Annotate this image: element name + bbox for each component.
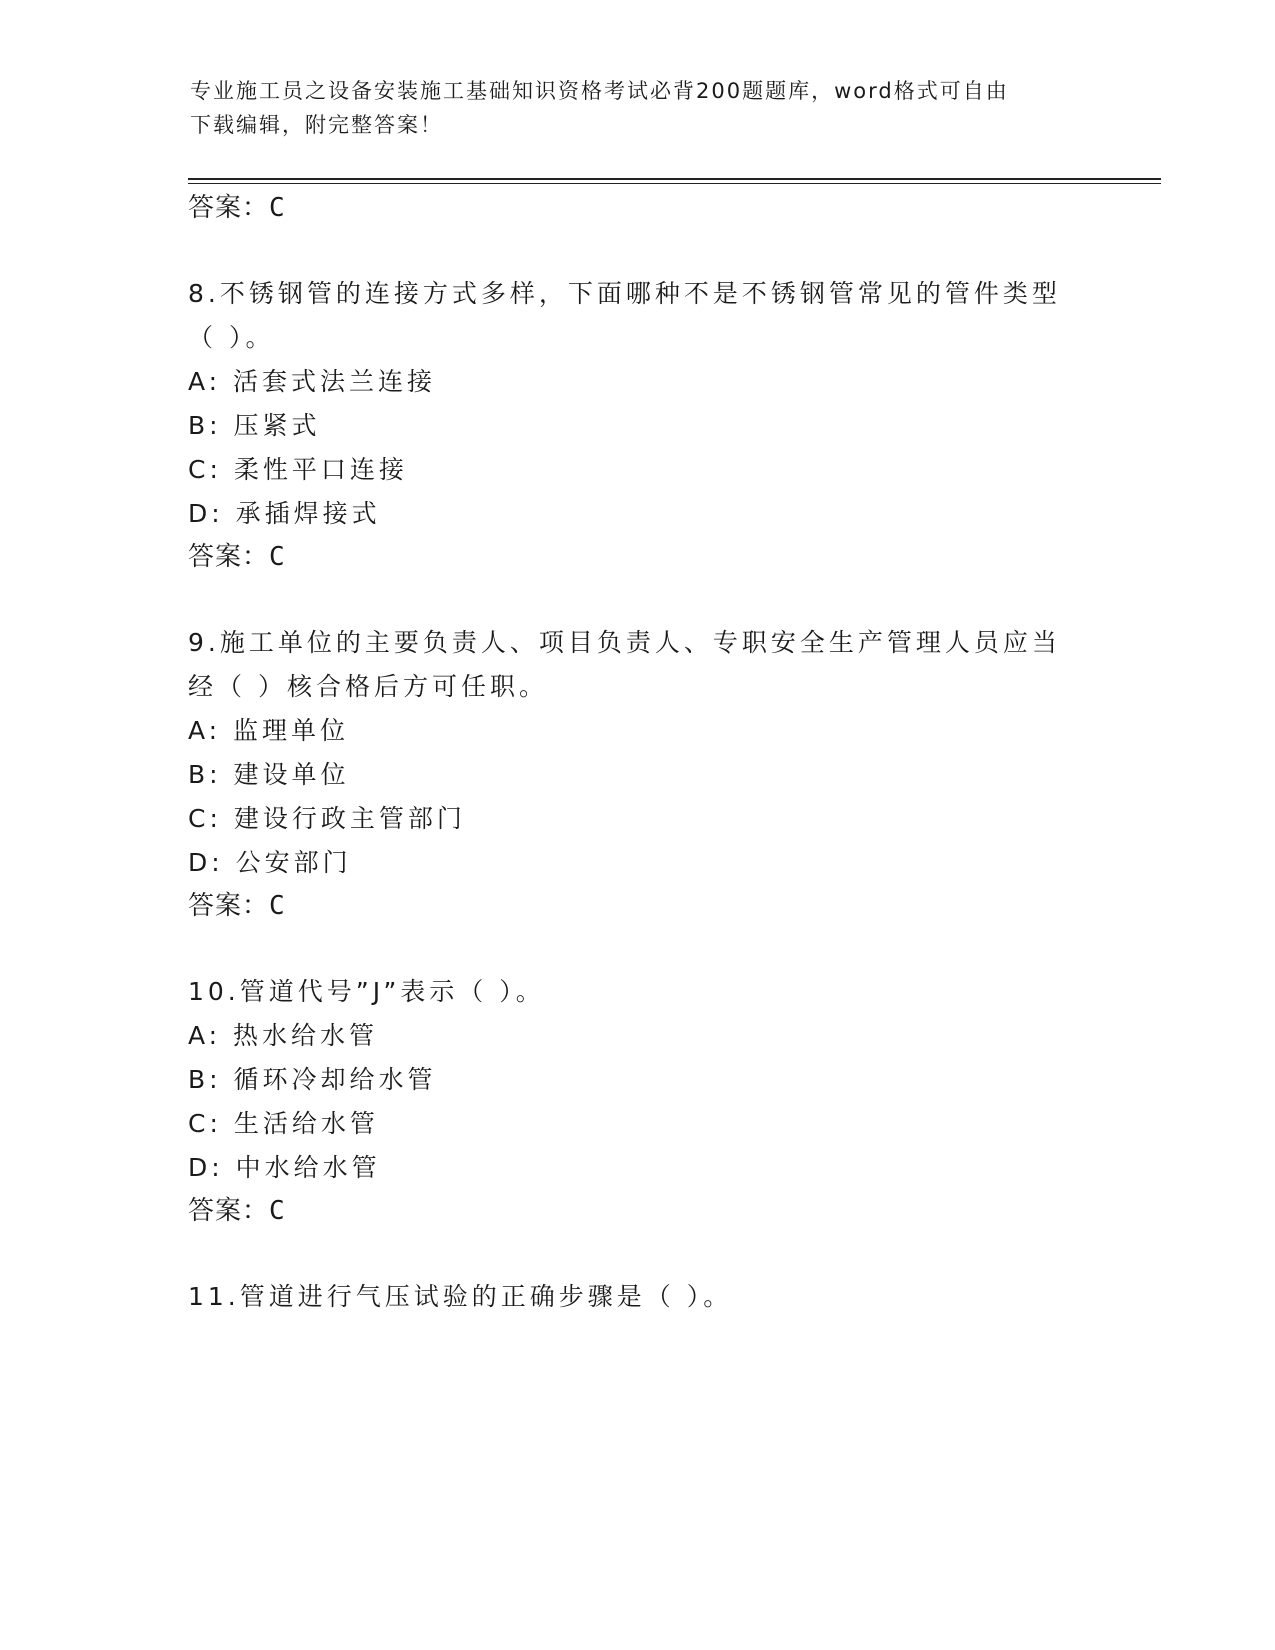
answer-value: C: [269, 1196, 286, 1226]
header-divider-thin: [188, 183, 1161, 184]
answer-line: [188, 1194, 286, 1228]
question-stem: 8.不锈钢管的连接方式多样，下面哪种不是不锈钢管常见的管件类型: [188, 279, 1061, 308]
option-item: B: 压紧式: [188, 411, 321, 440]
header-divider-thick: [188, 178, 1161, 180]
question-stem: 11.管道进行气压试验的正确步骤是（ ）。: [188, 1282, 733, 1311]
option-item: C: 柔性平口连接: [188, 455, 408, 484]
answer-prefix: 答案：: [188, 1196, 270, 1226]
answer-line: [188, 540, 286, 574]
question-stem: 9.施工单位的主要负责人、项目负责人、专职安全生产管理人员应当: [188, 628, 1061, 657]
answer-value: C: [269, 193, 286, 223]
question-stem: （ ）。: [188, 323, 275, 352]
option-item: A: 监理单位: [188, 716, 350, 745]
option-item: D: 公安部门: [188, 848, 352, 877]
option-item: D: 承插焊接式: [188, 499, 381, 528]
option-item: C: 建设行政主管部门: [188, 804, 466, 833]
answer-line: [188, 191, 286, 225]
option-item: A: 热水给水管: [188, 1021, 379, 1050]
answer-value: C: [269, 891, 286, 921]
option-item: D: 中水给水管: [188, 1153, 381, 1182]
answer-line: [188, 889, 286, 923]
answer-prefix: 答案：: [188, 542, 270, 572]
header-line-1: 专业施工员之设备安装施工基础知识资格考试必背200题题库，word格式可自由: [190, 79, 1009, 103]
answer-prefix: 答案：: [188, 193, 270, 223]
option-item: B: 建设单位: [188, 760, 350, 789]
document-header: [190, 74, 1090, 142]
answer-prefix: 答案：: [188, 891, 270, 921]
option-item: B: 循环冷却给水管: [188, 1065, 437, 1094]
question-stem: 10.管道代号”J”表示（ ）。: [188, 977, 545, 1006]
question-stem: 经（ ）核合格后方可任职。: [188, 672, 548, 701]
header-line-2: 下载编辑，附完整答案！: [190, 113, 443, 137]
option-item: C: 生活给水管: [188, 1109, 379, 1138]
option-item: A: 活套式法兰连接: [188, 367, 437, 396]
answer-value: C: [269, 542, 286, 572]
